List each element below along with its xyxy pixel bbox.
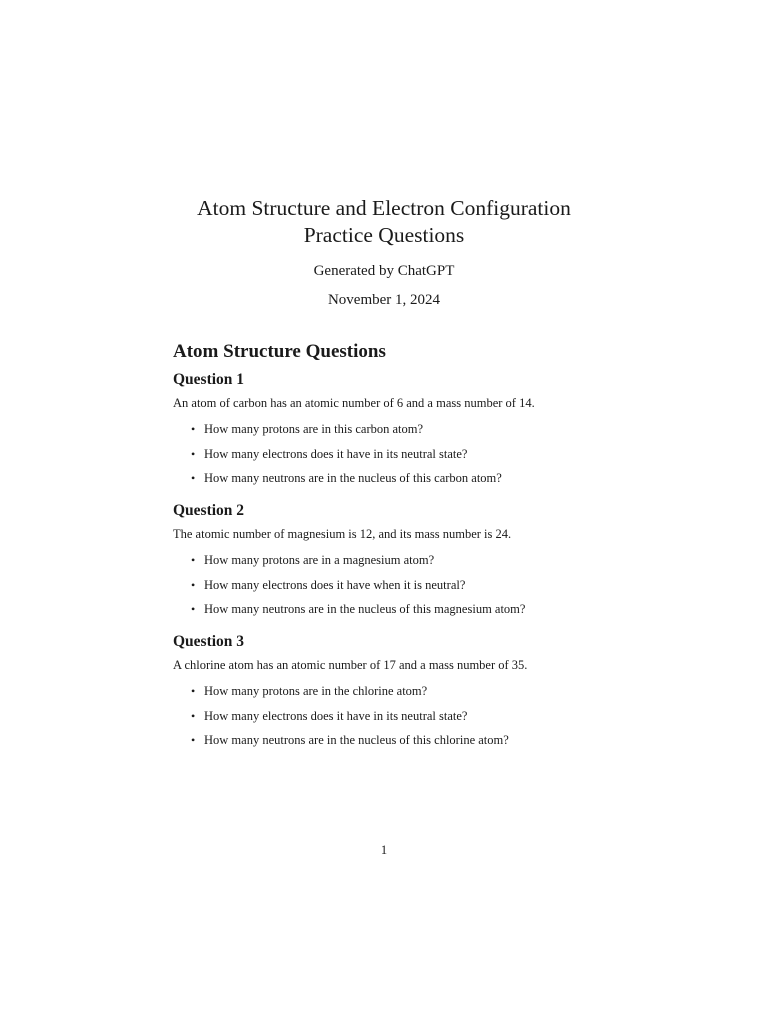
- list-item: [173, 421, 623, 437]
- document-title: [0, 195, 768, 249]
- list-item-text: How many neutrons are in the nucleus of this carbon atom?: [204, 471, 502, 485]
- list-item: [173, 446, 623, 462]
- bullet-icon: •: [191, 577, 196, 592]
- list-item: [173, 683, 623, 699]
- bullet-icon: •: [191, 446, 196, 461]
- list-item-text: How many electrons does it have when it is neutral?: [204, 577, 466, 592]
- document-author: Generated by ChatGPT: [313, 263, 455, 279]
- question-1: [173, 370, 623, 495]
- document-date: November 1, 2024: [327, 292, 441, 308]
- bullet-icon: •: [191, 684, 196, 698]
- list-item: [173, 552, 623, 568]
- bullet-icon: •: [191, 708, 196, 723]
- question-3: [173, 632, 623, 757]
- list-item-text: How many neutrons are in the nucleus of this chlorine atom?: [204, 733, 509, 747]
- list-item: [173, 708, 623, 724]
- question-text: The atomic number of magnesium is 12, and its mass number is 24.: [173, 527, 512, 541]
- list-item: [173, 470, 623, 486]
- list-item: [173, 601, 623, 617]
- section-title: Atom Structure Questions: [173, 341, 386, 362]
- question-list: [173, 683, 623, 748]
- bullet-icon: •: [191, 422, 196, 436]
- question-title: Question 1: [173, 371, 245, 388]
- list-item-text: How many neutrons are in the nucleus of this magnesium atom?: [204, 602, 526, 616]
- list-item-text: How many protons are in the chlorine atom?: [204, 684, 428, 698]
- page-number: 1: [380, 843, 388, 857]
- question-list: [173, 552, 623, 617]
- document-title-line-1: Atom Structure and Electron Configuration: [197, 196, 571, 220]
- list-item-text: How many protons are in this carbon atom?: [204, 422, 424, 436]
- bullet-icon: •: [191, 602, 196, 616]
- bullet-icon: •: [191, 471, 196, 485]
- question-text: An atom of carbon has an atomic number of 6 and a mass number of 14.: [173, 396, 535, 410]
- list-item: [173, 732, 623, 748]
- bullet-icon: •: [191, 733, 196, 747]
- question-title: Question 3: [173, 633, 245, 650]
- question-text: A chlorine atom has an atomic number of 17 and a mass number of 35.: [173, 658, 528, 672]
- list-item-text: How many electrons does it have in its neutral state?: [204, 446, 468, 461]
- list-item-text: How many electrons does it have in its neutral state?: [204, 708, 468, 723]
- list-item-text: How many protons are in a magnesium atom?: [204, 553, 435, 567]
- question-list: [173, 421, 623, 486]
- list-item: [173, 577, 623, 593]
- question-title: Question 2: [173, 502, 245, 519]
- question-2: [173, 501, 623, 626]
- bullet-icon: •: [191, 553, 196, 567]
- document-title-line-2: Practice Questions: [303, 223, 465, 247]
